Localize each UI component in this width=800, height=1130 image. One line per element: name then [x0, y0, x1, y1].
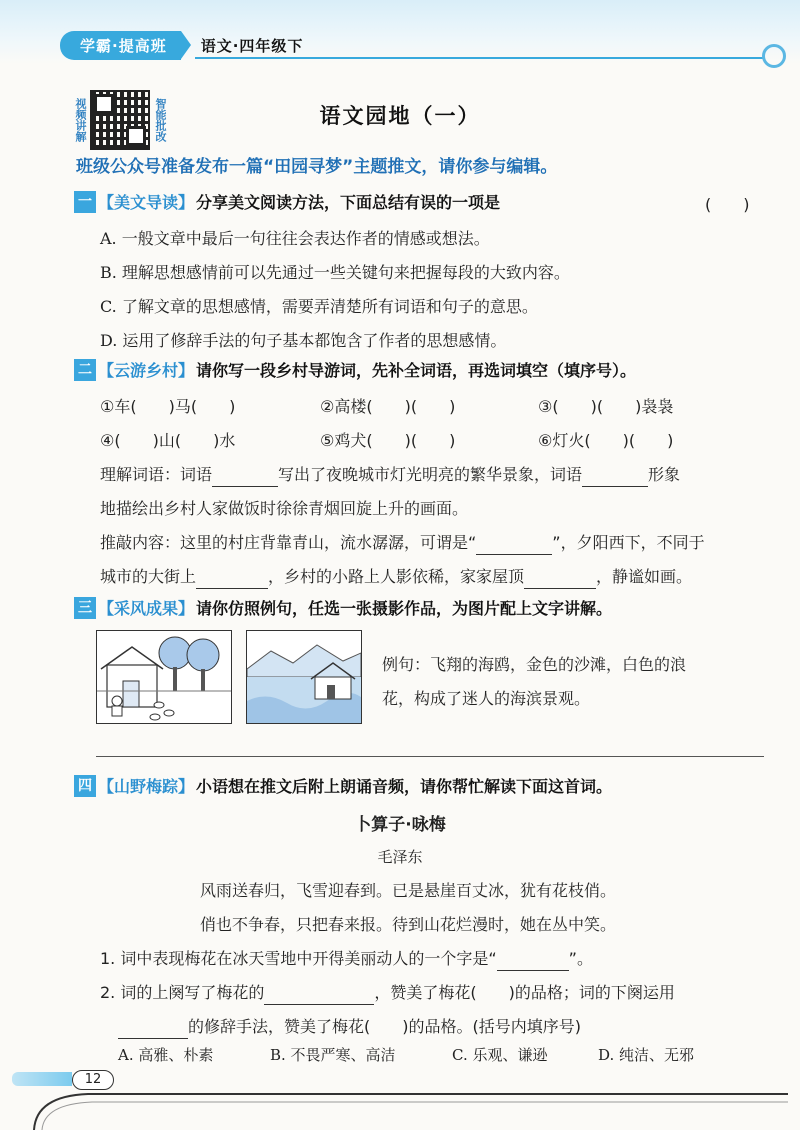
section-4-heading — [74, 774, 612, 797]
answer-blank[interactable] — [264, 985, 374, 1005]
text-fragment: 城市的大街上 — [100, 567, 197, 586]
page-curl-icon — [28, 1090, 788, 1130]
section-number: 四 — [74, 775, 96, 797]
farm-illustration-icon — [97, 631, 231, 723]
text-fragment: 1. 词中表现梅花在冰天雪地中开得美丽动人的一个字是“ — [100, 949, 497, 968]
answer-blank[interactable] — [212, 467, 278, 487]
choice-b: B. 不畏严寒、高洁 — [270, 1046, 396, 1064]
section-3-heading — [74, 596, 612, 619]
choice-c: C. 乐观、谦逊 — [452, 1046, 548, 1064]
header-rule — [195, 57, 765, 59]
answer-blank[interactable] — [196, 569, 268, 589]
word-item-6[interactable]: ⑥灯火( )( ) — [538, 431, 674, 450]
polish-line-2 — [100, 564, 692, 589]
word-item-5[interactable]: ⑤鸡犬( )( ) — [320, 431, 456, 450]
answer-blank[interactable] — [582, 467, 648, 487]
text-fragment: ”。 — [568, 949, 593, 968]
section-tag: 【云游乡村】 — [98, 361, 195, 380]
understand-line-1 — [100, 462, 680, 487]
answer-blank[interactable] — [497, 951, 569, 971]
answer-blank[interactable] — [524, 569, 596, 589]
word-item-2[interactable]: ②高楼( )( ) — [320, 397, 456, 416]
choice-a: A. 高雅、朴素 — [118, 1046, 214, 1064]
answer-line[interactable] — [96, 756, 764, 757]
section-tag: 【山野梅踪】 — [98, 777, 195, 796]
text-fragment: 理解词语：词语 — [100, 465, 213, 484]
page-number: 12 — [72, 1070, 114, 1090]
section-2-heading — [74, 358, 636, 381]
question-2-line-1 — [100, 980, 675, 1005]
option-d: D. 运用了修辞手法的句子基本都饱含了作者的思想感情。 — [100, 331, 507, 350]
lake-illustration-icon — [247, 631, 361, 723]
text-fragment: 的修辞手法，赞美了梅花( )的品格。(括号内填序号) — [188, 1017, 581, 1036]
option-b: B. 理解思想感情前可以先通过一些关键句来把握每段的大致内容。 — [100, 263, 570, 282]
understand-line-2: 地描绘出乡村人家做饭时徐徐青烟回旋上升的画面。 — [100, 499, 469, 518]
section-number: 三 — [74, 597, 96, 619]
section-number: 二 — [74, 359, 96, 381]
section-text: 请你仿照例句，任选一张摄影作品，为图片配上文字讲解。 — [196, 599, 613, 618]
poem-title: 卜算子·咏梅 — [354, 815, 446, 835]
qr-left-label: 视频讲解 — [74, 98, 87, 142]
poem-line-2: 俏也不争春，只把春来报。待到山花烂漫时，她在丛中笑。 — [200, 915, 617, 934]
section-tag: 【美文导读】 — [98, 193, 195, 212]
section-number: 一 — [74, 191, 96, 213]
text-fragment: ”，夕阳西下，不同于 — [552, 533, 705, 552]
qr-right-label: 智能批改 — [154, 98, 167, 142]
section-text: 小语想在推文后附上朗诵音频，请你帮忙解读下面这首词。 — [196, 777, 613, 796]
lake-photo[interactable] — [246, 630, 362, 724]
header-tab — [60, 32, 303, 58]
text-fragment: ，乡村的小路上人影依稀，家家屋顶 — [268, 567, 525, 586]
poem-line-1: 风雨送春归，飞雪迎春到。已是悬崖百丈冰，犹有花枝俏。 — [200, 881, 617, 900]
arrow-separator-icon — [181, 31, 191, 59]
subject-label: 语文·四年级下 — [200, 36, 304, 55]
polish-line-1 — [100, 530, 705, 555]
text-fragment: 推敲内容：这里的村庄背靠青山，流水潺潺，可谓是“ — [100, 533, 477, 552]
option-a: A. 一般文章中最后一句往往会表达作者的情感或想法。 — [100, 229, 490, 248]
word-item-3[interactable]: ③( )( )袅袅 — [538, 397, 674, 416]
footer-accent — [12, 1072, 72, 1086]
example-sentence-1: 例句：飞翔的海鸥，金色的沙滩，白色的浪 — [382, 655, 687, 674]
example-sentence-2: 花，构成了迷人的海滨景观。 — [382, 689, 591, 708]
section-tag: 【采风成果】 — [98, 599, 195, 618]
intro-text: 班级公众号准备发布一篇“田园寻梦”主题推文，请你参与编辑。 — [76, 157, 558, 177]
question-2-line-2 — [118, 1014, 581, 1039]
text-fragment: 写出了夜晚城市灯光明亮的繁华景象，词语 — [278, 465, 583, 484]
word-item-1[interactable]: ①车( )马( ) — [100, 397, 236, 416]
section-1-heading — [74, 190, 500, 213]
option-c: C. 了解文章的思想感情，需要弄清楚所有词语和句子的意思。 — [100, 297, 538, 316]
choice-d: D. 纯洁、无邪 — [598, 1046, 695, 1064]
section-text: 分享美文阅读方法，下面总结有误的一项是 — [196, 193, 501, 212]
poem-author: 毛泽东 — [377, 848, 423, 866]
brand-label: 学霸·提高班 — [60, 31, 181, 60]
text-fragment: ，赞美了梅花( )的品格；词的下阕运用 — [374, 983, 675, 1002]
question-1 — [100, 946, 593, 971]
farm-photo[interactable] — [96, 630, 232, 724]
text-fragment: 形象 — [648, 465, 681, 484]
text-fragment: ，静谧如画。 — [596, 567, 693, 586]
answer-paren[interactable]: ( ) — [705, 195, 750, 214]
answer-blank[interactable] — [476, 535, 552, 555]
text-fragment: 2. 词的上阕写了梅花的 — [100, 983, 265, 1002]
corner-ring-icon — [762, 44, 786, 68]
page-header — [0, 0, 800, 64]
word-item-4[interactable]: ④( )山( )水 — [100, 431, 236, 450]
section-text: 请你写一段乡村导游词，先补全词语，再选词填空（填序号）。 — [196, 361, 637, 380]
answer-blank[interactable] — [118, 1019, 188, 1039]
page-title: 语文园地（一） — [319, 104, 481, 128]
